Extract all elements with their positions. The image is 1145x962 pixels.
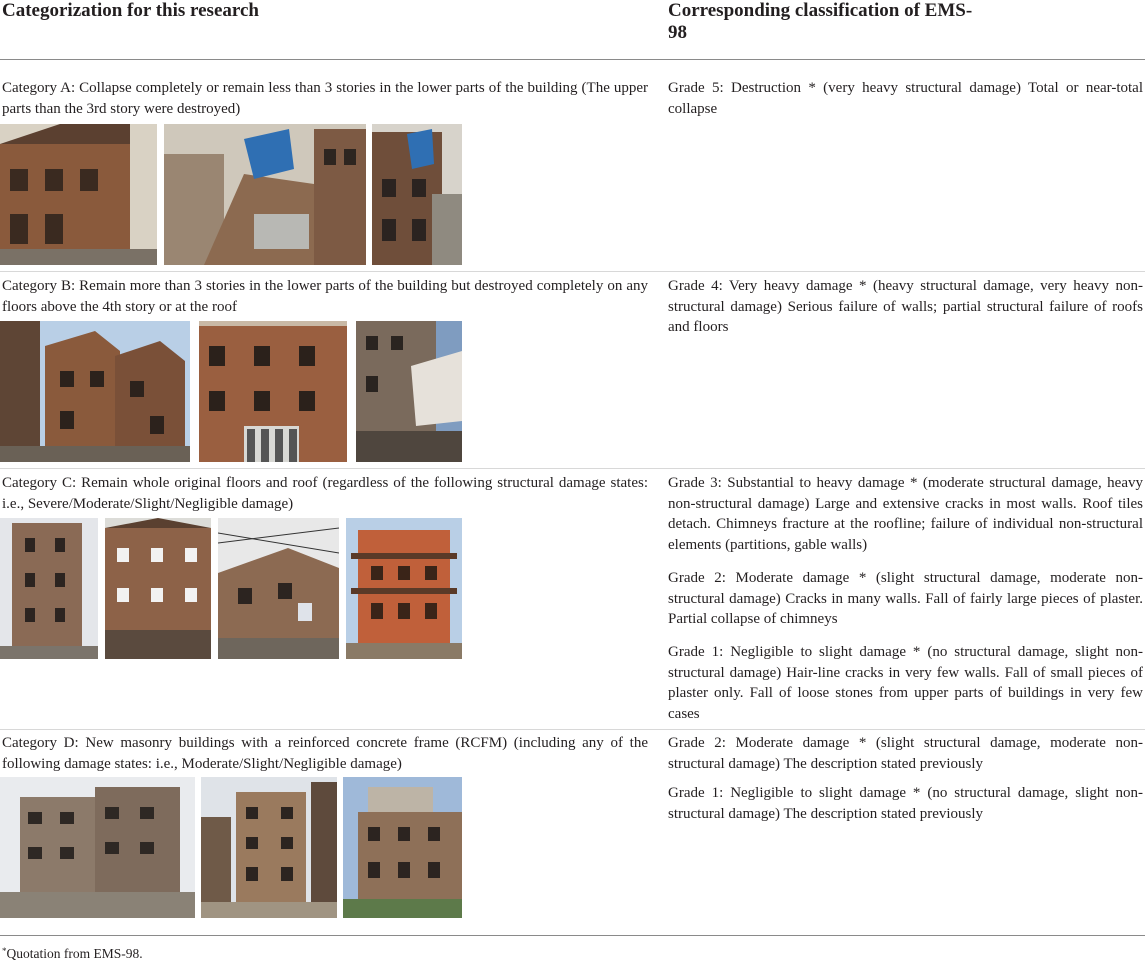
category-b-photo-2 (199, 321, 347, 462)
category-b-label: Category B: Remain more than 3 stories in the lower parts of the building but destroyed completely on any floors above the 4th story or at the roof (2, 278, 648, 315)
category-a-label: Category A: Collapse completely or remain less than 3 stories in the lower parts of the building (The upper parts than the 3rd story were destroyed) (2, 80, 648, 117)
footnote-mark: * (2, 946, 7, 956)
grade-3-text: Grade 3: Substantial to heavy damage * (moderate structural damage, heavy non-structural damage) Large and extensive cracks in most walls. Roof tiles detach. Chimneys fracture at the roofline; failure of individual non-structural elements (partitions, gable walls) (668, 475, 1143, 553)
category-b-photo-3 (356, 321, 462, 462)
category-d-photo-3 (343, 777, 462, 918)
grade-1-text: Grade 1: Negligible to slight damage * (no structural damage, slight non-structural damage) Hair-line cracks in very few walls. Fall of small pieces of plaster only. Fall of loose stones from upper parts of buildings in very few cases (668, 644, 1143, 722)
category-c-label: Category C: Remain whole original floors and roof (regardless of the following structural damage states: i.e., Severe/Moderate/Slight/Negligible damage) (2, 475, 648, 512)
category-c-photo-3 (218, 518, 339, 659)
category-c-photo-2 (105, 518, 211, 659)
grade-1-text-d: Grade 1: Negligible to slight damage * (no structural damage, slight non-structural damage) The description stated previously (668, 785, 1143, 822)
grade-2-text: Grade 2: Moderate damage * (slight structural damage, moderate non-structural damage) Cracks in many walls. Fall of fairly large pieces of plaster. Partial collapse of chimneys (668, 570, 1143, 627)
category-a-photo-2 (164, 124, 366, 265)
grade-4-text: Grade 4: Very heavy damage * (heavy structural damage, very heavy non-structural damage) Serious failure of walls; partial structural failure of roofs and floors (668, 278, 1143, 335)
row-divider-b (0, 468, 1145, 469)
header-rule (0, 59, 1145, 60)
row-divider-c (0, 729, 1145, 730)
category-c-photo-4 (346, 518, 462, 659)
category-d-label: Category D: New masonry buildings with a reinforced concrete frame (RCFM) (including any of the following damage states: i.e., Moderate/Slight/Negligible damage) (2, 735, 648, 772)
category-d-photo-1 (0, 777, 195, 918)
grade-2-text-d: Grade 2: Moderate damage * (slight structural damage, moderate non-structural damage) The description stated previously (668, 735, 1143, 772)
column-header-categorization: Categorization for this research (2, 0, 259, 21)
row-divider-a (0, 271, 1145, 272)
column-header-ems98: Corresponding classification of EMS-98 (668, 0, 973, 43)
category-a-photo-3 (372, 124, 462, 265)
grade-5-text: Grade 5: Destruction * (very heavy structural damage) Total or near-total collapse (668, 80, 1143, 117)
footer-rule (0, 935, 1145, 936)
category-c-photo-1 (0, 518, 98, 659)
category-a-photo-1 (0, 124, 157, 265)
category-b-photo-1 (0, 321, 190, 462)
category-d-photo-2 (201, 777, 337, 918)
footnote (2, 943, 143, 962)
footnote-text: Quotation from EMS-98. (6, 946, 143, 961)
